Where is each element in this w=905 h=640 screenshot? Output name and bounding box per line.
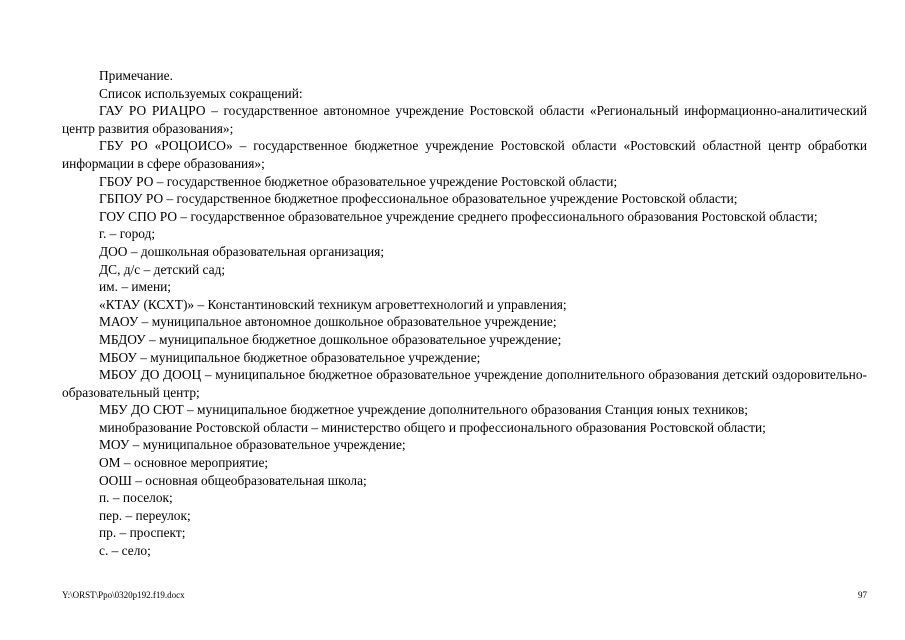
abbreviation-entry: пер. – переулок;	[99, 507, 191, 523]
abbreviation-entry: ГБПОУ РО – государственное бюджетное профессиональное образовательное учреждение Ростовской области;	[99, 191, 738, 207]
page-number: 97	[858, 590, 867, 600]
document-body	[62, 67, 867, 560]
abbreviations-intro: Список используемых сокращений:	[99, 85, 303, 101]
abbreviation-entry: ДС, д/с – детский сад;	[99, 261, 226, 277]
abbreviation-entry: МБОУ ДО ДООЦ – муниципальное бюджетное образовательное учреждение дополнительного образования детский оздоровительно-образовательный центр;	[62, 367, 867, 400]
abbreviation-entry: с. – село;	[99, 543, 151, 559]
abbreviation-entry: МБУ ДО СЮТ – муниципальное бюджетное учреждение дополнительного образования Станция юных техников;	[99, 402, 749, 418]
abbreviation-entry: ООШ – основная общеобразовательная школа;	[99, 472, 367, 488]
note-heading: Примечание.	[99, 68, 173, 83]
abbreviation-entry: п. – поселок;	[99, 490, 173, 506]
file-path: Y:\ORST\Ppo\0320p192.f19.docx	[62, 590, 185, 600]
abbreviation-entry: ОМ – основное мероприятие;	[99, 455, 269, 471]
abbreviation-entry: ГОУ СПО РО – государственное образовательное учреждение среднего профессионального образования Ростовской области;	[99, 208, 818, 224]
abbreviation-entry: пр. – проспект;	[99, 525, 186, 541]
abbreviation-entry: ГБУ РО «РОЦОИСО» – государственное бюджетное учреждение Ростовской области «Ростовский областной центр обработки информации в сфере образования»;	[62, 138, 867, 171]
abbreviation-entry: им. – имени;	[99, 279, 172, 295]
abbreviation-entry: ГАУ РО РИАЦРО – государственное автономное учреждение Ростовской области «Региональный информационно-аналитический центр развития образования»;	[62, 103, 867, 136]
abbreviation-entry: МБДОУ – муниципальное бюджетное дошкольное образовательное учреждение;	[99, 331, 562, 347]
abbreviation-entry: «КТАУ (КСХТ)» – Константиновский техникум агроветтехнологий и управления;	[99, 296, 567, 312]
abbreviation-entry: минобразование Ростовской области – министерство общего и профессионального образования Ростовской области;	[99, 419, 766, 435]
abbreviation-entry: МОУ – муниципальное образовательное учреждение;	[99, 437, 406, 453]
abbreviation-entry: ГБОУ РО – государственное бюджетное образовательное учреждение Ростовской области;	[99, 173, 618, 189]
abbreviation-entry: г. – город;	[99, 226, 156, 242]
abbreviation-entry: МАОУ – муниципальное автономное дошкольное образовательное учреждение;	[99, 314, 557, 330]
abbreviation-entry: МБОУ – муниципальное бюджетное образовательное учреждение;	[99, 349, 481, 365]
abbreviation-entry: ДОО – дошкольная образовательная организация;	[99, 243, 385, 259]
